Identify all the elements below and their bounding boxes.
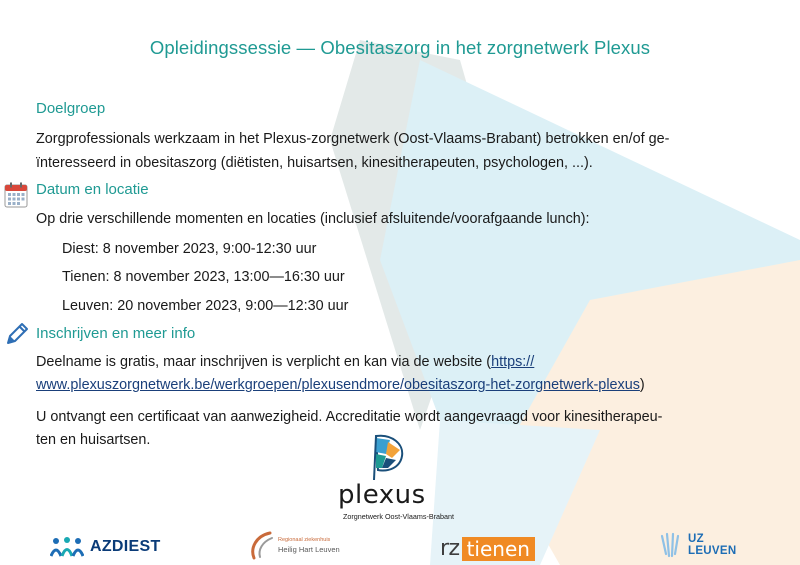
- session-tienen: Tienen: 8 november 2023, 13:00—16:30 uur: [62, 269, 345, 285]
- doelgroep-line-1: Zorgprofessionals werkzaam in het Plexus-zorgnetwerk (Oost-Vlaams-Brabant) betrokken en/of ge-: [36, 131, 670, 147]
- section-heading-inschrijven: Inschrijven en meer info: [36, 325, 196, 342]
- inschrijven-text: Deelname is gratis, maar inschrijven is verplicht en kan via de website (: [36, 354, 492, 370]
- rz-tienen-logo: [440, 536, 535, 561]
- section-heading-datum: Datum en locatie: [36, 181, 149, 198]
- session-leuven: Leuven: 20 november 2023, 9:00—12:30 uur: [62, 298, 349, 314]
- inschrijven-line-1: [36, 351, 764, 374]
- inschrijven-tail: ): [639, 377, 645, 393]
- rz-text: rz: [440, 536, 460, 561]
- page-title: Opleidingssessie — Obesitaszorg in het zorgnetwerk Plexus: [149, 37, 651, 58]
- session-diest: Diest: 8 november 2023, 9:00-12:30 uur: [62, 241, 317, 257]
- uz-line-2: LEUVEN: [688, 545, 737, 557]
- heilig-hart-line-2: Heilig Hart Leuven: [278, 545, 340, 554]
- plexus-wordmark: plexus: [338, 480, 426, 510]
- section-heading-doelgroep: Doelgroep: [36, 100, 106, 117]
- certificate-line-1: U ontvangt een certificaat van aanwezigheid. Accreditatie wordt aangevraagd voor kinesitherapeu-: [36, 409, 663, 425]
- website-link-part-1[interactable]: https://: [491, 354, 535, 370]
- uz-leuven-logo: [660, 532, 736, 558]
- tienen-text: tienen: [462, 537, 535, 561]
- plexus-logo-mark: [330, 432, 450, 524]
- uz-line-1: UZ: [688, 533, 704, 545]
- doelgroep-line-2: ïnteresseerd in obesitaszorg (diëtisten, huisartsen, kinesitherapeuten, psychologen, ...).: [36, 155, 593, 171]
- certificate-line-2: ten en huisartsen.: [36, 432, 151, 448]
- pencil-icon: [5, 322, 29, 346]
- azdiest-text: AZDIEST: [90, 538, 161, 555]
- plexus-subtitle: Zorgnetwerk Oost-Vlaams-Brabant: [343, 512, 455, 521]
- inschrijven-line-2: [36, 374, 764, 397]
- heilig-hart-logo: [248, 530, 340, 560]
- datum-intro: Op drie verschillende momenten en locaties (inclusief afsluitende/voorafgaande lunch):: [36, 211, 590, 227]
- azdiest-logo: [50, 536, 161, 558]
- azdiest-figures-icon: [50, 536, 84, 558]
- heilig-hart-swoosh-icon: [248, 530, 274, 560]
- calendar-icon: [4, 182, 28, 208]
- uz-leuven-emblem-icon: [660, 532, 682, 558]
- heilig-hart-line-1: Regionaal ziekenhuis: [278, 537, 331, 543]
- website-link-part-2[interactable]: www.plexuszorgnetwerk.be/werkgroepen/plexusendmore/obesitaszorg-het-zorgnetwerk-plexus: [36, 377, 640, 393]
